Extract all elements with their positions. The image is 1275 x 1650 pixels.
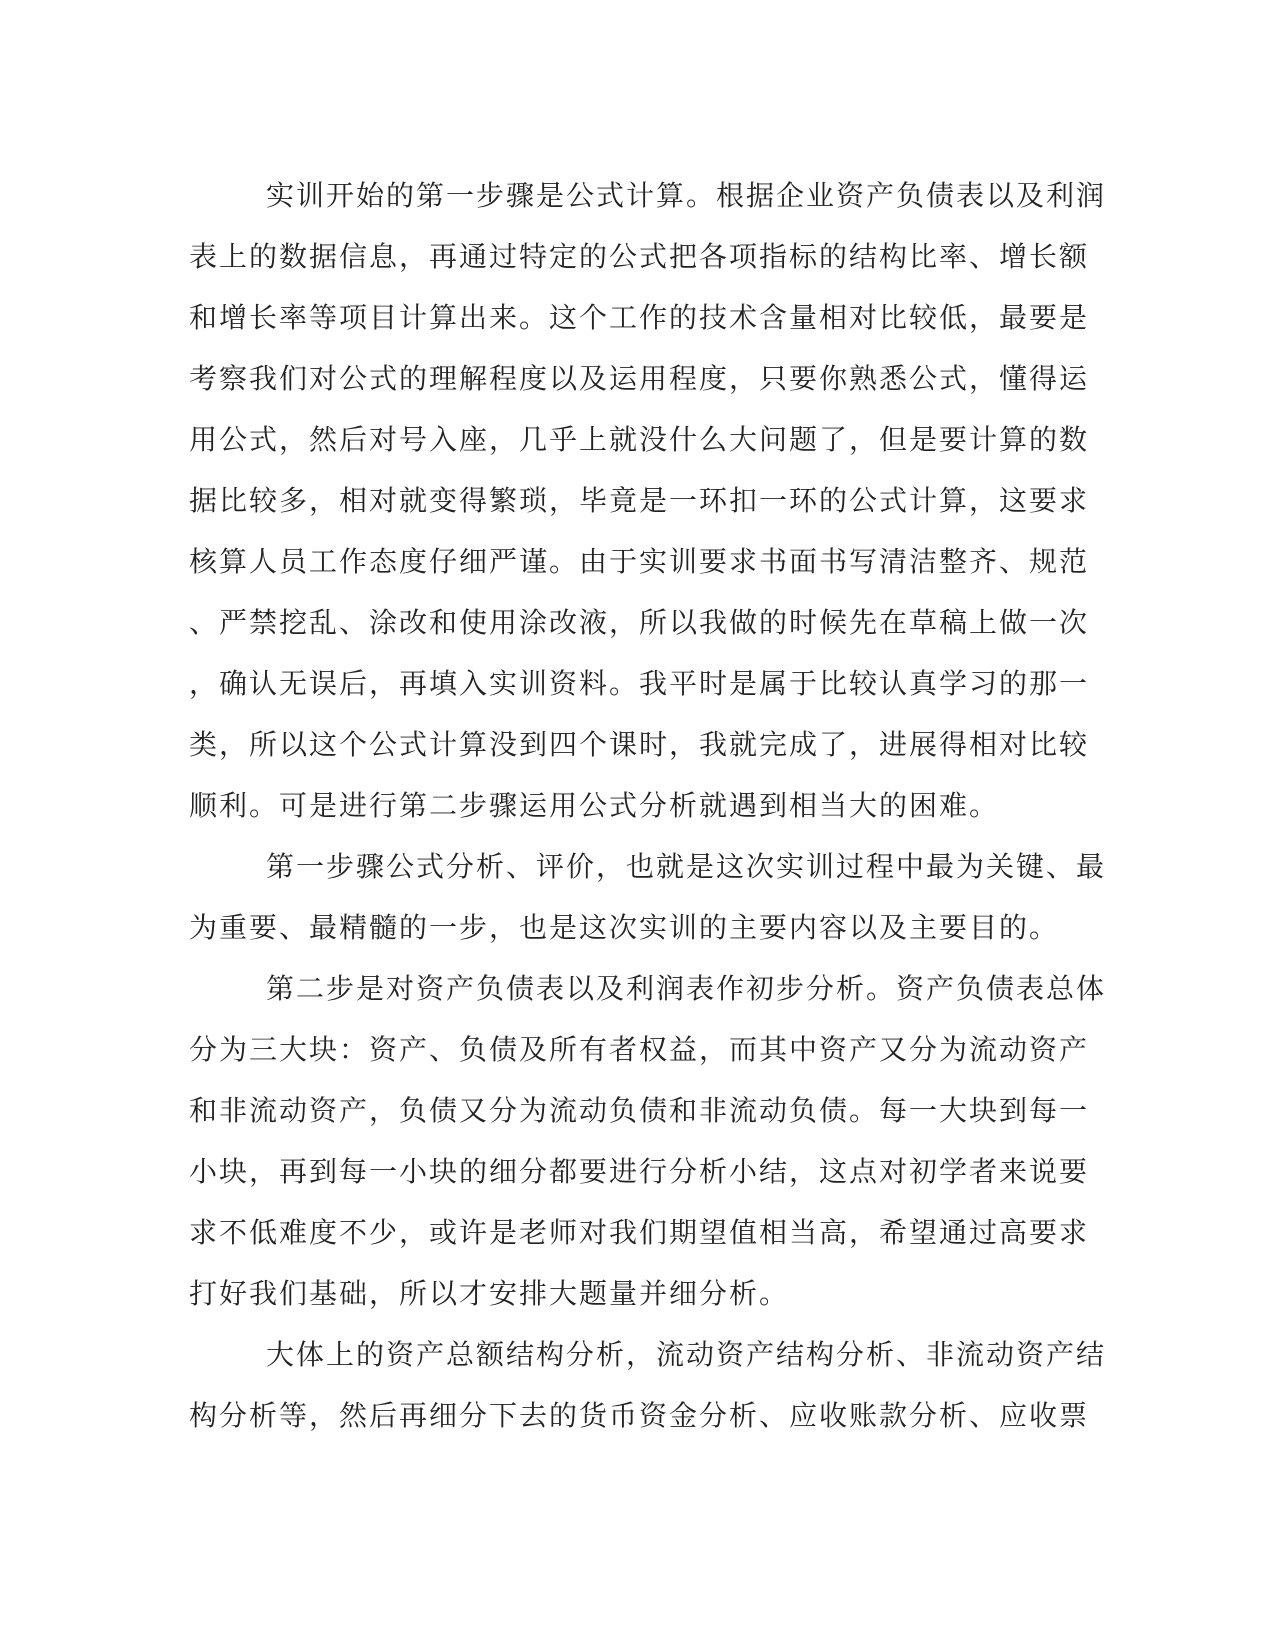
text-line: 构分析等，然后再细分下去的货币资金分析、应收账款分析、应收票 xyxy=(189,1399,1090,1432)
text-line: 分为三大块：资产、负债及所有者权益，而其中资产又分为流动资产 xyxy=(189,1033,1090,1066)
text-line: 小块，再到每一小块的细分都要进行分析小结，这点对初学者来说要 xyxy=(189,1155,1090,1188)
paragraph-2 xyxy=(189,836,1107,958)
text-line: 顺利。可是进行第二步骤运用公式分析就遇到相当大的困难。 xyxy=(189,789,1000,822)
text-line: 大体上的资产总额结构分析，流动资产结构分析、非流动资产结 xyxy=(266,1338,1107,1371)
paragraph-4 xyxy=(189,1324,1107,1446)
text-line: 、严禁挖乱、涂改和使用涂改液，所以我做的时候先在草稿上做一次 xyxy=(189,606,1090,639)
text-line: 类，所以这个公式计算没到四个课时，我就完成了，进展得相对比较 xyxy=(189,728,1090,761)
text-line: 据比较多，相对就变得繁琐，毕竟是一环扣一环的公式计算，这要求 xyxy=(189,484,1090,517)
text-line: 考察我们对公式的理解程度以及运用程度，只要你熟悉公式，懂得运 xyxy=(189,362,1090,395)
text-line: 第二步是对资产负债表以及利润表作初步分析。资产负债表总体 xyxy=(266,972,1107,1005)
text-line: 实训开始的第一步骤是公式计算。根据企业资产负债表以及利润 xyxy=(266,179,1107,212)
text-line: ，确认无误后，再填入实训资料。我平时是属于比较认真学习的那一 xyxy=(189,667,1090,700)
text-line: 用公式，然后对号入座，几乎上就没什么大问题了，但是要计算的数 xyxy=(189,423,1090,456)
paragraph-1 xyxy=(189,165,1107,836)
paragraph-3 xyxy=(189,958,1107,1324)
body-text xyxy=(189,165,1107,1446)
text-line: 核算人员工作态度仔细严谨。由于实训要求书面书写清洁整齐、规范 xyxy=(189,545,1090,578)
text-line: 为重要、最精髓的一步，也是这次实训的主要内容以及主要目的。 xyxy=(189,911,1060,944)
text-line: 第一步骤公式分析、评价，也就是这次实训过程中最为关键、最 xyxy=(266,850,1107,883)
text-line: 和非流动资产，负债又分为流动负债和非流动负债。每一大块到每一 xyxy=(189,1094,1090,1127)
text-line: 表上的数据信息，再通过特定的公式把各项指标的结构比率、增长额 xyxy=(189,240,1090,273)
text-line: 打好我们基础，所以才安排大题量并细分析。 xyxy=(189,1277,790,1310)
text-line: 和增长率等项目计算出来。这个工作的技术含量相对比较低，最要是 xyxy=(189,301,1090,334)
text-line: 求不低难度不少，或许是老师对我们期望值相当高，希望通过高要求 xyxy=(189,1216,1090,1249)
